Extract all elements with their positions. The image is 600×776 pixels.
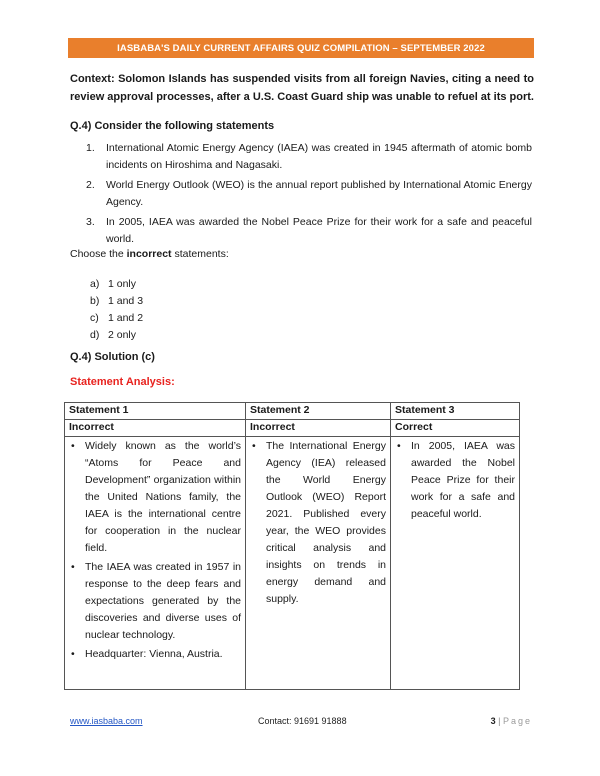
option-list [90,276,143,344]
verdict-cell: Correct [391,420,520,437]
option-letter: c) [90,312,99,324]
contact-info: Contact: 91691 91888 [258,716,347,726]
option-item [90,310,143,327]
option-text: 1 only [108,278,137,290]
analysis-title: Statement Analysis: [70,376,175,388]
option-letter: d) [90,329,100,341]
option-text: 1 and 3 [108,295,144,307]
choose-prefix: Choose the [70,248,127,260]
explanation-cell [391,437,520,690]
statement-number: 2. [86,179,95,191]
explanation-cell [65,437,246,690]
bullet-item [250,438,386,608]
statement-text: In 2005, IAEA was awarded the Nobel Peace Prize for their work for a safe and peaceful world. [106,216,532,245]
bullet-icon: • [71,648,75,660]
website-link[interactable]: www.iasbaba.com [70,716,143,726]
explanation-cell [246,437,391,690]
verdict-row [65,420,520,437]
statement-number: 1. [86,142,95,154]
bullet-item [395,438,515,523]
column-header: Statement 1 [65,403,246,420]
column-header: Statement 2 [246,403,391,420]
bullet-text: Headquarter: Vienna, Austria. [85,648,223,660]
explanation-row [65,437,520,690]
bullet-text: The IAEA was created in 1957 in response to the deep fears and expectations generated by the discoveries and diverse uses of nuclear technology. [85,561,241,641]
bullet-item [69,646,241,663]
table-header-row [65,403,520,420]
option-item [90,293,143,310]
statement-item [86,177,532,211]
statement-number: 3. [86,216,95,228]
option-text: 2 only [108,329,137,341]
bullet-text: Widely known as the world’s “Atoms for Peace and Development” organization within the United Nations family, the IAEA is the international centre for cooperation in the nuclear field. [85,440,241,554]
statement-list [86,140,532,251]
question-heading: Q.4) Consider the following statements [70,120,275,132]
verdict-cell: Incorrect [246,420,391,437]
statement-text: International Atomic Energy Agency (IAEA) was created in 1945 aftermath of atomic bomb incidents on Hiroshima and Nagasaki. [106,142,532,171]
bullet-icon: • [252,440,256,452]
statement-text: World Energy Outlook (WEO) is the annual report published by International Atomic Energy Agency. [106,179,532,208]
context-paragraph: Context: Solomon Islands has suspended visits from all foreign Navies, citing a need to review approval processes, after a U.S. Coast Guard ship was unable to refuel at its port. [70,73,534,103]
choose-emphasis: incorrect [126,248,172,260]
header-banner: IASBABA'S DAILY CURRENT AFFAIRS QUIZ COMPILATION – SEPTEMBER 2022 [68,38,534,58]
page-number-value: 3 [490,716,496,726]
page-separator: | [498,716,501,726]
analysis-table [64,402,520,690]
verdict-cell: Incorrect [65,420,246,437]
option-letter: a) [90,278,100,290]
bullet-icon: • [71,440,75,452]
choose-instruction [70,248,229,260]
option-item [90,327,143,344]
option-item [90,276,143,293]
page-number [491,716,532,726]
solution-heading: Q.4) Solution (c) [70,351,155,363]
statement-item [86,140,532,174]
bullet-item [69,559,241,644]
bullet-item [69,438,241,557]
option-text: 1 and 2 [108,312,144,324]
statement-item [86,214,532,248]
choose-suffix: statements: [171,248,229,260]
page-word: Page [502,716,532,726]
bullet-icon: • [71,561,75,573]
bullet-text: In 2005, IAEA was awarded the Nobel Peace Prize for their work for a safe and peaceful world. [411,440,515,520]
bullet-text: The International Energy Agency (IEA) released the World Energy Outlook (WEO) Report 2021. Published every year, the WEO provides critical analysis and insights on trends in energy demand and supply. [266,440,386,605]
bullet-icon: • [397,440,401,452]
column-header: Statement 3 [391,403,520,420]
option-letter: b) [90,295,100,307]
